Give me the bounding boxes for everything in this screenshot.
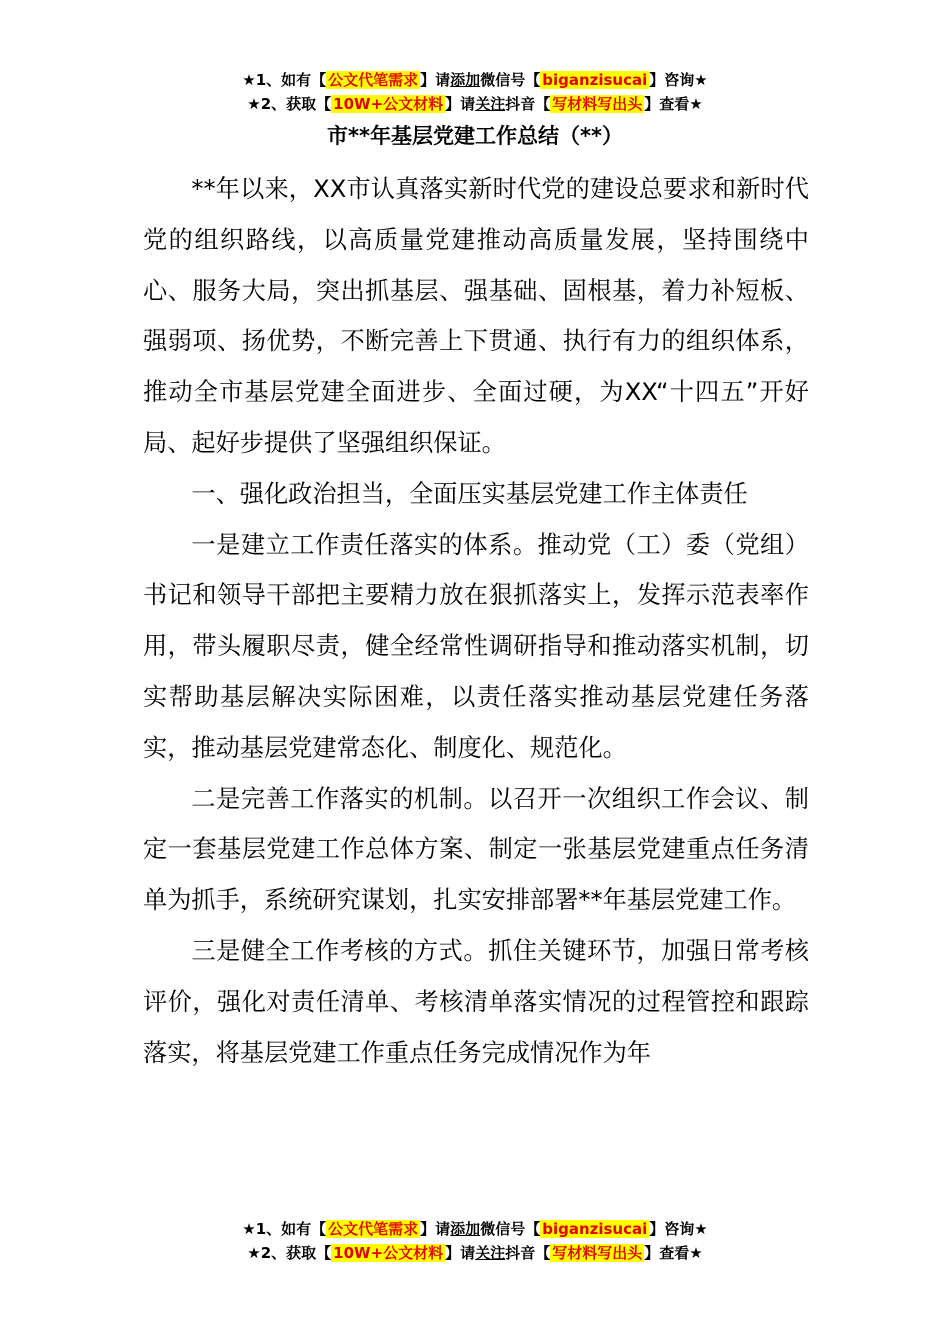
highlight-service: 公文代笔需求 — [328, 1220, 419, 1238]
underlined-follow: 关注 — [475, 1244, 506, 1262]
document-title: 市**年基层党建工作总结（**） — [327, 124, 623, 148]
star-icon: ★ — [247, 1244, 261, 1262]
highlight-materials: 10W+公文材料 — [333, 95, 444, 113]
banner-text: 】请 — [445, 1244, 476, 1262]
paragraph-intro: **年以来，XX市认真落实新时代党的建设总要求和新时代党的组织路线，以高质量党建推动高质量发展，坚持围绕中心、服务大局，突出抓基层、强基础、固根基，着力补短板、强弱项、扬优势，不断完善上下贯通、执行有力的组织体系，推动全市基层党建全面进步、全面过硬，为XX“十四五”开好局、起好步提供了坚强组织保证。 — [143, 175, 809, 457]
banner-text: 微信号【 — [480, 71, 541, 89]
banner-text: 】请 — [420, 71, 451, 89]
highlight-douyin-account: 写材料写出头 — [552, 1244, 643, 1262]
underlined-follow: 关注 — [475, 95, 506, 113]
banner-line-2 — [0, 1241, 950, 1265]
banner-text: 】查看 — [644, 1244, 690, 1262]
banner-text: 】请 — [445, 95, 476, 113]
highlight-wechat-id: biganzisucai — [542, 71, 648, 89]
underlined-add: 添加 — [450, 1220, 481, 1238]
star-icon: ★ — [242, 71, 256, 89]
star-icon: ★ — [694, 71, 708, 89]
banner-text: 抖音【 — [505, 95, 551, 113]
section-heading-1: 一、强化政治担当，全面压实基层党建工作主体责任 — [191, 479, 748, 508]
promo-banner-top — [0, 68, 950, 116]
banner-line-1 — [0, 1217, 950, 1241]
highlight-service: 公文代笔需求 — [328, 71, 419, 89]
star-icon: ★ — [247, 95, 261, 113]
highlight-materials: 10W+公文材料 — [333, 1244, 444, 1262]
banner-text: 】查看 — [644, 95, 690, 113]
banner-text: 1、如有【 — [255, 1220, 327, 1238]
star-icon: ★ — [689, 1244, 703, 1262]
underlined-add: 添加 — [450, 71, 481, 89]
star-icon: ★ — [689, 95, 703, 113]
paragraph-item-1: 一是建立工作责任落实的体系。推动党（工）委（党组）书记和领导干部把主要精力放在狠抓落实上，发挥示范表率作用，带头履职尽责，健全经常性调研指导和推动落实机制，切实帮助基层解决实际困难，以责任落实推动基层党建任务落实，推动基层党建常态化、制度化、规范化。 — [143, 530, 809, 762]
banner-text: 微信号【 — [480, 1220, 541, 1238]
star-icon: ★ — [242, 1220, 256, 1238]
banner-line-2 — [0, 92, 950, 116]
banner-text: 2、获取【 — [260, 95, 332, 113]
document-body — [143, 164, 809, 1078]
banner-text: 】请 — [420, 1220, 451, 1238]
banner-text: 】咨询 — [649, 71, 695, 89]
banner-line-1 — [0, 68, 950, 92]
promo-banner-bottom — [0, 1217, 950, 1265]
banner-text: 2、获取【 — [260, 1244, 332, 1262]
star-icon: ★ — [694, 1220, 708, 1238]
banner-text: 抖音【 — [505, 1244, 551, 1262]
banner-text: 1、如有【 — [255, 71, 327, 89]
highlight-douyin-account: 写材料写出头 — [552, 95, 643, 113]
paragraph-item-2: 二是完善工作落实的机制。以召开一次组织工作会议、制定一套基层党建工作总体方案、制定一张基层党建重点任务清单为抓手，系统研究谋划，扎实安排部署**年基层党建工作。 — [143, 784, 809, 915]
banner-text: 】咨询 — [649, 1220, 695, 1238]
paragraph-item-3: 三是健全工作考核的方式。抓住关键环节，加强日常考核评价，强化对责任清单、考核清单落实情况的过程管控和跟踪落实，将基层党建工作重点任务完成情况作为年 — [143, 936, 809, 1067]
highlight-wechat-id: biganzisucai — [542, 1220, 648, 1238]
